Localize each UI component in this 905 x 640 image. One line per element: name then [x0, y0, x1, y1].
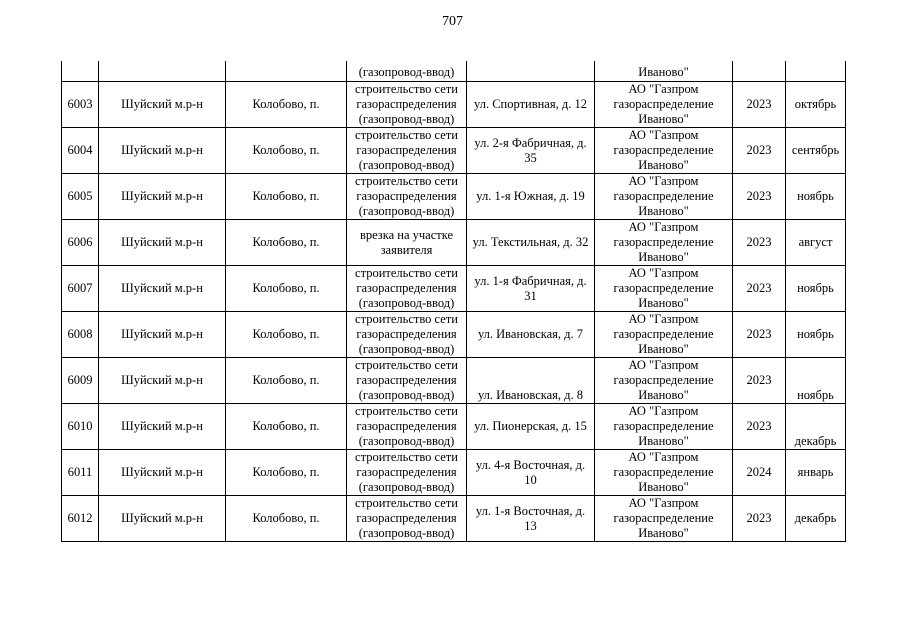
cell-year: 2023: [733, 358, 786, 404]
cell-work: строительство сети газораспределения (газопровод-ввод): [347, 266, 467, 312]
cell-locality: Колобово, п.: [226, 450, 347, 496]
cell-locality: Колобово, п.: [226, 404, 347, 450]
cell-year: [733, 61, 786, 82]
cell-month: январь: [786, 450, 846, 496]
cell-district: Шуйский м.р-н: [99, 82, 226, 128]
cell-address: ул. 2-я Фабричная, д. 35: [467, 128, 595, 174]
cell-work: врезка на участке заявителя: [347, 220, 467, 266]
cell-locality: Колобово, п.: [226, 312, 347, 358]
table-row: [62, 82, 846, 128]
table-row: [62, 312, 846, 358]
cell-month: сентябрь: [786, 128, 846, 174]
cell-work: строительство сети газораспределения (газопровод-ввод): [347, 82, 467, 128]
cell-address: [467, 61, 595, 82]
cell-month: август: [786, 220, 846, 266]
cell-work: строительство сети газораспределения (газопровод-ввод): [347, 128, 467, 174]
table-row: [62, 174, 846, 220]
cell-locality: [226, 61, 347, 82]
cell-id: 6008: [62, 312, 99, 358]
cell-address: ул. Ивановская, д. 8: [467, 358, 595, 404]
cell-id: 6003: [62, 82, 99, 128]
cell-district: Шуйский м.р-н: [99, 496, 226, 542]
schedule-table: [61, 61, 846, 542]
cell-work: строительство сети газораспределения (газопровод-ввод): [347, 312, 467, 358]
cell-id: 6011: [62, 450, 99, 496]
cell-id: 6005: [62, 174, 99, 220]
table-row: [62, 358, 846, 404]
cell-address: ул. 1-я Восточная, д. 13: [467, 496, 595, 542]
cell-work: строительство сети газораспределения (газопровод-ввод): [347, 358, 467, 404]
cell-month: декабрь: [786, 496, 846, 542]
cell-work: строительство сети газораспределения (газопровод-ввод): [347, 450, 467, 496]
cell-id: 6010: [62, 404, 99, 450]
cell-year: 2023: [733, 496, 786, 542]
cell-org: АО "Газпром газораспределение Иваново": [595, 266, 733, 312]
cell-org: АО "Газпром газораспределение Иваново": [595, 404, 733, 450]
cell-address: ул. Текстильная, д. 32: [467, 220, 595, 266]
table-row: [62, 450, 846, 496]
cell-org: АО "Газпром газораспределение Иваново": [595, 174, 733, 220]
cell-locality: Колобово, п.: [226, 128, 347, 174]
page-number: 707: [442, 14, 463, 29]
cell-month: ноябрь: [786, 174, 846, 220]
cell-address: ул. Ивановская, д. 7: [467, 312, 595, 358]
table-row: [62, 220, 846, 266]
table-row: [62, 496, 846, 542]
table-row: [62, 266, 846, 312]
cell-locality: Колобово, п.: [226, 174, 347, 220]
cell-year: 2023: [733, 220, 786, 266]
cell-address: ул. 4-я Восточная, д. 10: [467, 450, 595, 496]
cell-work: строительство сети газораспределения (газопровод-ввод): [347, 404, 467, 450]
cell-district: Шуйский м.р-н: [99, 450, 226, 496]
cell-month: [786, 61, 846, 82]
cell-id: [62, 61, 99, 82]
cell-org: АО "Газпром газораспределение Иваново": [595, 312, 733, 358]
cell-locality: Колобово, п.: [226, 266, 347, 312]
cell-org: АО "Газпром газораспределение Иваново": [595, 220, 733, 266]
table-row: [62, 128, 846, 174]
cell-org: АО "Газпром газораспределение Иваново": [595, 450, 733, 496]
cell-id: 6009: [62, 358, 99, 404]
cell-address: ул. 1-я Южная, д. 19: [467, 174, 595, 220]
cell-address: ул. Спортивная, д. 12: [467, 82, 595, 128]
cell-org: АО "Газпром газораспределение Иваново": [595, 496, 733, 542]
table-row-continued: [62, 61, 846, 82]
cell-district: [99, 61, 226, 82]
cell-id: 6007: [62, 266, 99, 312]
cell-year: 2023: [733, 266, 786, 312]
cell-org: АО "Газпром газораспределение Иваново": [595, 128, 733, 174]
cell-year: 2023: [733, 82, 786, 128]
cell-id: 6004: [62, 128, 99, 174]
cell-district: Шуйский м.р-н: [99, 266, 226, 312]
cell-locality: Колобово, п.: [226, 496, 347, 542]
cell-district: Шуйский м.р-н: [99, 174, 226, 220]
cell-year: 2023: [733, 128, 786, 174]
table-row: [62, 404, 846, 450]
cell-year: 2023: [733, 312, 786, 358]
cell-id: 6006: [62, 220, 99, 266]
cell-locality: Колобово, п.: [226, 358, 347, 404]
cell-district: Шуйский м.р-н: [99, 312, 226, 358]
cell-org: Иваново": [595, 61, 733, 82]
cell-id: 6012: [62, 496, 99, 542]
cell-district: Шуйский м.р-н: [99, 404, 226, 450]
cell-month: октябрь: [786, 82, 846, 128]
cell-month: ноябрь: [786, 312, 846, 358]
cell-month: ноябрь: [786, 266, 846, 312]
cell-work: (газопровод-ввод): [347, 61, 467, 82]
cell-year: 2023: [733, 404, 786, 450]
cell-locality: Колобово, п.: [226, 220, 347, 266]
cell-year: 2024: [733, 450, 786, 496]
cell-org: АО "Газпром газораспределение Иваново": [595, 82, 733, 128]
cell-locality: Колобово, п.: [226, 82, 347, 128]
cell-address: ул. 1-я Фабричная, д. 31: [467, 266, 595, 312]
cell-year: 2023: [733, 174, 786, 220]
cell-month: декабрь: [786, 404, 846, 450]
cell-month: ноябрь: [786, 358, 846, 404]
cell-address: ул. Пионерская, д. 15: [467, 404, 595, 450]
cell-district: Шуйский м.р-н: [99, 128, 226, 174]
cell-org: АО "Газпром газораспределение Иваново": [595, 358, 733, 404]
cell-district: Шуйский м.р-н: [99, 220, 226, 266]
cell-district: Шуйский м.р-н: [99, 358, 226, 404]
cell-work: строительство сети газораспределения (газопровод-ввод): [347, 174, 467, 220]
cell-work: строительство сети газораспределения (газопровод-ввод): [347, 496, 467, 542]
